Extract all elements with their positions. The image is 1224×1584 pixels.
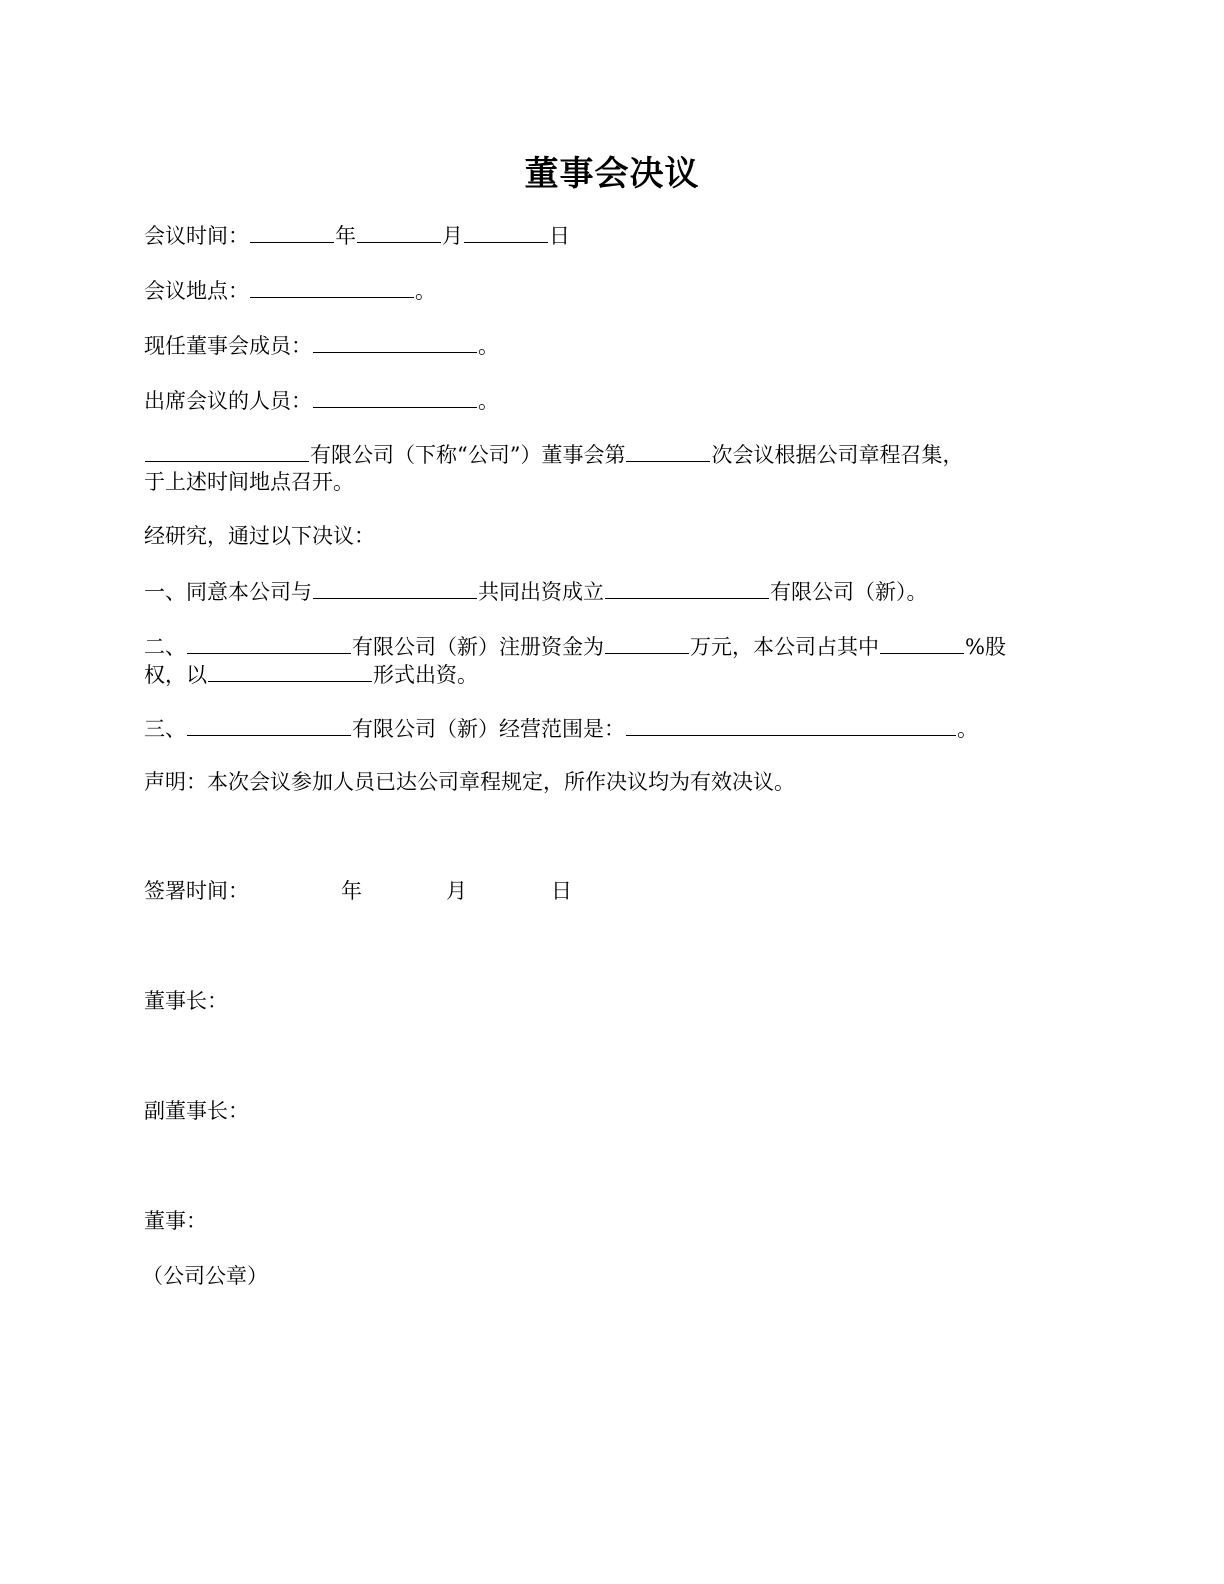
intro-line-1: [144, 439, 1074, 470]
vice-chairman-line: 副董事长：: [144, 1099, 249, 1123]
new-company-3-blank[interactable]: [187, 713, 351, 736]
resolution-2-part2: 有限公司（新）注册资金为: [352, 635, 604, 659]
resolution-2-part3: 万元，本公司占其中: [690, 635, 879, 659]
meeting-place-blank[interactable]: [250, 275, 414, 298]
signing-time-label: 签署时间：: [144, 879, 249, 903]
attendees-blank[interactable]: [313, 385, 477, 408]
resolution-3-part3: 。: [957, 717, 978, 741]
meeting-time-line: [144, 220, 1074, 251]
attendees-end: 。: [478, 389, 499, 413]
capital-blank[interactable]: [605, 631, 689, 654]
statement-line: 声明：本次会议参加人员已达公司章程规定，所作决议均为有效决议。: [144, 770, 795, 794]
chairman-line: 董事长：: [144, 989, 228, 1013]
meeting-time-label: 会议时间：: [144, 224, 249, 248]
current-members-blank[interactable]: [313, 330, 477, 353]
company-seal-line: （公司公章）: [142, 1264, 268, 1288]
day-text: 日: [549, 224, 570, 248]
attendees-line: [144, 385, 1074, 416]
resolution-3-part2: 有限公司（新）经营范围是：: [352, 717, 625, 741]
signing-year-text: 年: [341, 879, 362, 903]
year-blank[interactable]: [250, 220, 334, 243]
session-number-blank[interactable]: [626, 439, 710, 462]
resolution-2-part4: %股: [965, 635, 1006, 659]
signing-time-line: [144, 876, 1074, 906]
partner-blank[interactable]: [313, 576, 477, 599]
contribution-form-blank[interactable]: [208, 659, 372, 682]
resolution-2-line-2: [144, 659, 1074, 690]
current-members-label: 现任董事会成员：: [144, 334, 312, 358]
meeting-place-label: 会议地点：: [144, 279, 249, 303]
signing-month-text: 月: [446, 879, 467, 903]
intro-part2: 次会议根据公司章程召集，: [711, 443, 964, 467]
business-scope-blank[interactable]: [626, 713, 956, 736]
director-line: 董事：: [144, 1209, 207, 1233]
resolution-3-line: [144, 713, 1074, 744]
document-title: 董事会决议: [524, 154, 700, 194]
current-members-end: 。: [478, 334, 499, 358]
intro-part1: 有限公司（下称“公司”）董事会第: [310, 443, 626, 467]
resolution-2-part5: 权，以: [144, 663, 207, 687]
after-study-line: 经研究，通过以下决议：: [144, 524, 375, 548]
meeting-place-line: [144, 275, 1074, 306]
resolution-1-part3: 有限公司（新）。: [770, 580, 928, 604]
resolution-2-part1: 二、: [144, 635, 186, 659]
year-text: 年: [335, 224, 356, 248]
meeting-place-end: 。: [415, 279, 436, 303]
resolution-3-part1: 三、: [144, 717, 186, 741]
intro-line-2: [144, 467, 1074, 497]
current-members-line: [144, 330, 1074, 361]
month-blank[interactable]: [357, 220, 441, 243]
resolution-1-part2: 共同出资成立: [478, 580, 604, 604]
new-company-blank[interactable]: [605, 576, 769, 599]
day-blank[interactable]: [464, 220, 548, 243]
share-percent-blank[interactable]: [880, 631, 964, 654]
month-text: 月: [442, 224, 463, 248]
signing-day-text: 日: [551, 879, 572, 903]
intro-part3: 于上述时间地点召开。: [144, 470, 354, 494]
new-company-2-blank[interactable]: [187, 631, 351, 654]
resolution-1-line: [144, 576, 1074, 607]
resolution-1-part1: 一、同意本公司与: [144, 580, 312, 604]
attendees-label: 出席会议的人员：: [144, 389, 312, 413]
company-name-blank[interactable]: [145, 439, 309, 462]
resolution-2-part6: 形式出资。: [373, 663, 478, 687]
resolution-2-line-1: [144, 631, 1074, 662]
